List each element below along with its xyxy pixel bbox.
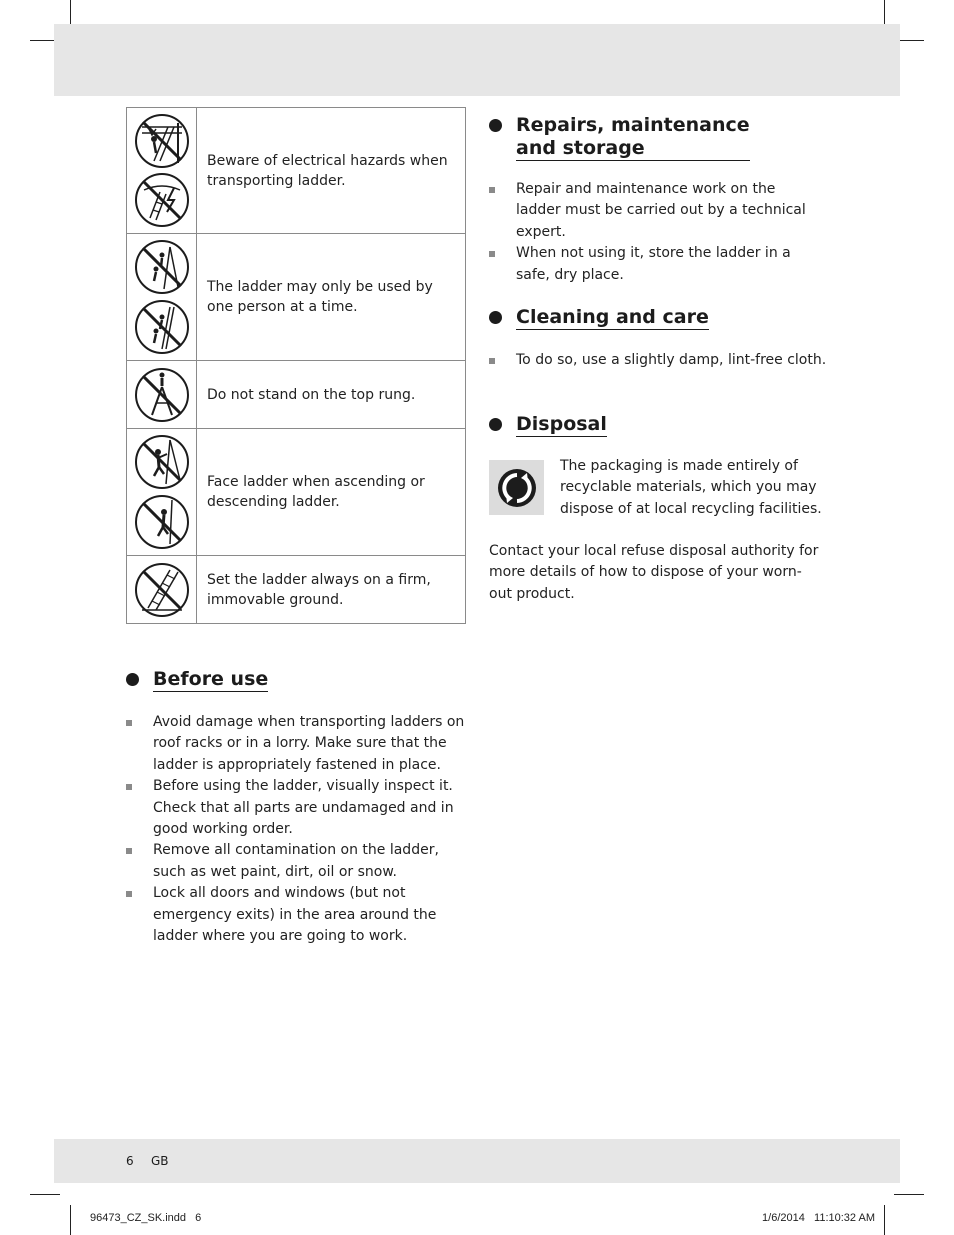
safety-table: [126, 107, 466, 624]
heading-bullet: [489, 119, 502, 132]
no-top-rung-icon: [134, 367, 190, 423]
contact-text: Contact your local refuse disposal authority for more details of how to dispose of your worn-out product.: [489, 543, 819, 602]
section-heading-cleaning: [489, 306, 709, 330]
table-row: [127, 360, 465, 428]
list-item: Avoid damage when transporting ladders on roof racks or in a lorry. Make sure that the ladder is appropriately fastened in place.: [126, 712, 468, 776]
print-file-slug: 96473_CZ_SK.indd 6: [90, 1212, 202, 1224]
section-heading-disposal: [489, 413, 607, 437]
before-use-list: [126, 712, 468, 947]
list-item: Lock all doors and windows (but not emergency exits) in the area around the ladder where you are going to work.: [126, 883, 468, 947]
icon-cell: [127, 108, 197, 233]
packaging-text: The packaging is made entirely of recyclable materials, which you may dispose of at local recycling facilities.: [560, 458, 822, 517]
table-row: [127, 233, 465, 360]
crop-mark: [894, 1194, 924, 1195]
list-item: Before using the ladder, visually inspect it. Check that all parts are undamaged and in good working order.: [126, 776, 468, 840]
heading-bullet: [489, 311, 502, 324]
green-dot-recycling-icon: [496, 467, 538, 509]
square-bullet: [489, 358, 495, 364]
list-item: To do so, use a slightly damp, lint-free cloth.: [489, 350, 829, 371]
square-bullet: [126, 891, 132, 897]
section-heading-before-use: [126, 668, 268, 692]
firm-ground-icon: [134, 562, 190, 618]
language-code: GB: [151, 1154, 169, 1168]
header-band: [54, 24, 900, 96]
crop-mark: [30, 1194, 60, 1195]
footer-band: [54, 1139, 900, 1183]
crop-mark: [70, 1205, 71, 1235]
safety-instruction: Set the ladder always on a firm, immovable ground.: [207, 571, 431, 608]
safety-instruction: Face ladder when ascending or descending ladder.: [207, 474, 425, 510]
list-item: Remove all contamination on the ladder, such as wet paint, dirt, oil or snow.: [126, 840, 468, 883]
table-row: [127, 428, 465, 555]
icon-cell: [127, 361, 197, 428]
cleaning-list: [489, 350, 829, 371]
heading-title-line1: Repairs, maintenance: [516, 114, 750, 136]
square-bullet: [489, 251, 495, 257]
square-bullet: [126, 720, 132, 726]
square-bullet: [126, 784, 132, 790]
safety-instruction: Beware of electrical hazards when transporting ladder.: [207, 152, 448, 189]
icon-cell: [127, 234, 197, 360]
icon-cell: [127, 556, 197, 623]
table-row: [127, 555, 465, 623]
heading-bullet: [126, 673, 139, 686]
one-person-only-icon: [134, 239, 190, 295]
safety-instruction: The ladder may only be used by one person at a time.: [207, 279, 433, 315]
no-facing-away-icon: [134, 494, 190, 550]
list-item: Repair and maintenance work on the ladder must be carried out by a technical expert.: [489, 179, 819, 243]
face-ladder-icon: [134, 434, 190, 490]
heading-title: Disposal: [516, 413, 607, 435]
list-item: When not using it, store the ladder in a safe, dry place.: [489, 243, 819, 286]
page-number: 6: [126, 1154, 134, 1168]
print-timestamp: 1/6/2014 11:10:32 AM: [762, 1212, 875, 1224]
heading-bullet: [489, 418, 502, 431]
heading-title: Before use: [153, 668, 269, 690]
crop-mark: [884, 1205, 885, 1235]
square-bullet: [126, 848, 132, 854]
heading-title-line2: and storage: [516, 137, 645, 159]
safety-instruction: Do not stand on the top rung.: [207, 386, 416, 403]
square-bullet: [489, 187, 495, 193]
section-heading-repairs: [489, 114, 750, 161]
no-two-people-icon: [134, 299, 190, 355]
recycling-logo: [489, 460, 544, 515]
icon-cell: [127, 429, 197, 555]
no-ladder-near-lightning-icon: [134, 172, 190, 228]
heading-title: Cleaning and care: [516, 306, 709, 328]
repairs-list: [489, 179, 819, 286]
no-power-lines-icon: [134, 113, 190, 169]
table-row: [127, 108, 465, 233]
